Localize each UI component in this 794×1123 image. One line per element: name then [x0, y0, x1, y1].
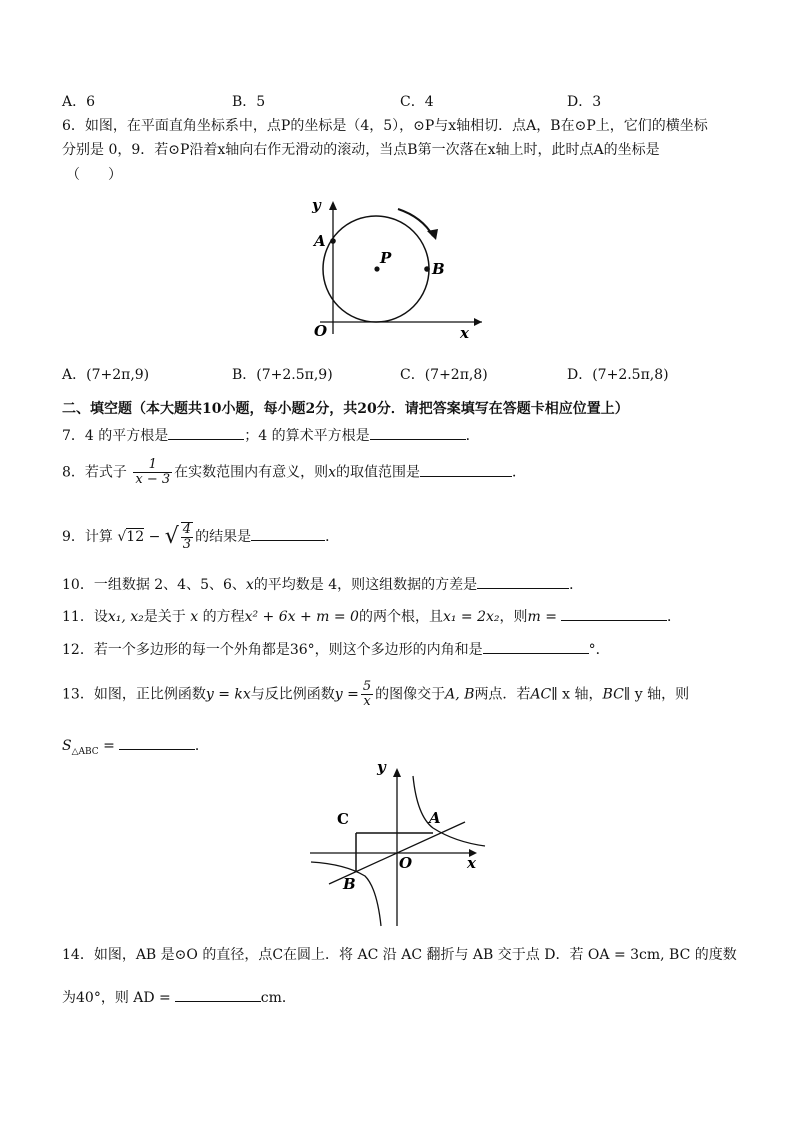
q13-text-e: ∥ x 轴， — [551, 686, 603, 703]
q13-label-c: C — [337, 810, 349, 828]
q6-label-y: y — [312, 196, 321, 214]
q13-area-eq: = — [98, 738, 115, 754]
q12-text-a: 12．若一个多边形的每一个外角都是36°，则这个多边形的内角和是 — [62, 642, 483, 658]
q9-sqrt-frac: √ $\frac{4}{3}$ — [164, 522, 192, 552]
q11-text-c: 的方程 — [202, 609, 245, 625]
q6-option-b: B．(7+2.5π,9) — [232, 367, 333, 383]
q13-end: ． — [194, 738, 209, 754]
q11-equation: x² + 6x + m = 0 — [244, 609, 359, 625]
q6-figure — [300, 193, 490, 343]
q6-label-o: O — [314, 322, 328, 340]
q8-text-d: ． — [512, 464, 527, 481]
q11-text-d: 的两个根，且 — [358, 609, 443, 625]
q10-text-c: ． — [569, 577, 584, 593]
q13-label-a: A — [429, 809, 441, 827]
q13-area-s: S — [62, 738, 72, 754]
q5-option-b: B．5 — [232, 94, 266, 110]
q6-option-a: A．(7+2π,9) — [62, 367, 150, 383]
q6-label-p: P — [380, 249, 392, 267]
q8-numerator: 1 — [133, 458, 172, 473]
q13-text-b: 与反比例函数 — [250, 686, 335, 703]
q6-point-p — [374, 266, 379, 271]
q9-sqrt12: √12 — [117, 529, 145, 545]
q13-label-x: x — [467, 854, 476, 872]
q12 — [62, 639, 610, 660]
q13-area-line — [62, 735, 209, 762]
q8-blank — [420, 462, 512, 477]
q13-denominator: x — [363, 694, 371, 709]
q13-ab: A, B — [445, 686, 475, 703]
q8-denominator: x − 3 — [135, 472, 171, 487]
q7-text-b: ；4 的算术平方根是 — [244, 428, 370, 444]
q6-text-line1: 6．如图，在平面直角坐标系中，点P的坐标是（4，5），⊙P与x轴相切．点A，B在⊙P上，它们的横坐标 — [62, 118, 708, 134]
q7-blank-2 — [370, 425, 466, 440]
q13-f1: y = kx — [205, 686, 251, 703]
q13-text-a: 13．如图，正比例函数 — [62, 686, 206, 703]
q11-text-e: ，则 — [499, 609, 528, 625]
q9-text-a: 9．计算 — [62, 529, 113, 545]
q13-label-b: B — [343, 875, 356, 893]
q9: 9．计算 √12 − √ $\frac{4}{3}$ 的结果是 ． — [62, 522, 340, 552]
q14-text-a: 为40°，则 AD = — [62, 990, 171, 1006]
q8-text-a: 8．若式子 — [62, 464, 127, 481]
q6-text-line2: 分别是 0，9．若⊙P沿着x轴向右作无滑动的滚动，当点B第一次落在x轴上时，此时点A的坐标是 — [62, 142, 660, 158]
q13-fraction — [361, 680, 373, 709]
q13-label-o: O — [399, 854, 413, 872]
section-2-heading: 二、填空题（本大题共10小题，每小题2分，共20分．请把答案填写在答题卡相应位置上） — [62, 401, 629, 417]
q11-text-f: ． — [666, 609, 681, 625]
q9-text-b: 的结果是 — [195, 529, 252, 545]
q11-vars: x₁, x₂ — [107, 609, 144, 625]
q10-text-b: 的平均数是 4，则这组数据的方差是 — [253, 577, 478, 593]
q13-text-f: ∥ y 轴，则 — [623, 686, 690, 703]
q10-text-a: 10．一组数据 2、4、5、6、 — [62, 577, 246, 593]
q9-text-c: ． — [325, 529, 340, 545]
q13-area-sub: △ABC — [71, 746, 99, 757]
q13-numerator: 5 — [362, 679, 372, 694]
q13-f2: y = — [334, 686, 359, 703]
q6-label-a: A — [314, 232, 326, 250]
q7-text-a: 7．4 的平方根是 — [62, 428, 169, 444]
q13-y-arrow — [393, 768, 401, 777]
q11-m: m = — [527, 609, 557, 625]
q6-option-c: C．(7+2π,8) — [400, 367, 488, 383]
q11 — [62, 606, 681, 627]
q6-y-arrow — [329, 201, 337, 210]
q5-option-c: C．4 — [400, 94, 434, 110]
q11-condition: x₁ = 2x₂ — [442, 609, 500, 625]
q5-option-d: D．3 — [567, 94, 602, 110]
q6-x-arrow — [474, 318, 482, 326]
q13-text-d: 两点．若 — [474, 686, 531, 703]
q12-blank — [483, 639, 589, 654]
q6-label-b: B — [432, 260, 445, 278]
q10-var: x — [245, 577, 254, 593]
q11-blank — [561, 606, 667, 621]
q8 — [62, 458, 526, 487]
q7-text-c: ． — [465, 428, 480, 444]
q14-text-line1: 14．如图，AB 是⊙O 的直径，点C在圆上．将 AC 沿 AC 翻折与 AB 交于点 D．若 OA = 3cm, BC 的度数 — [62, 947, 737, 963]
q13 — [62, 680, 689, 709]
q13-text-c: 的图像交于 — [375, 686, 446, 703]
q13-blank — [119, 735, 195, 750]
q11-x: x — [190, 609, 199, 625]
q8-fraction — [133, 458, 172, 487]
q13-figure — [305, 758, 495, 930]
q9-numerator: 4 — [182, 522, 192, 537]
q6-label-x: x — [460, 324, 469, 342]
q13-bc: BC — [602, 686, 624, 703]
q13-label-y: y — [377, 758, 386, 776]
q6-point-a — [330, 238, 336, 244]
q8-text-c: 的取值范围是 — [336, 464, 421, 481]
q6-paren: （ ） — [66, 167, 122, 183]
q10-blank — [477, 574, 569, 589]
q13-hyperbola-branch-1 — [413, 776, 485, 846]
q10 — [62, 574, 583, 595]
q8-text-b: 在实数范围内有意义，则 — [174, 464, 329, 481]
q7-blank-1 — [168, 425, 244, 440]
q6-option-d: D．(7+2.5π,8) — [567, 367, 669, 383]
q6-point-b — [424, 266, 430, 272]
q13-hyperbola-branch-2 — [311, 862, 381, 926]
q6-rotation-arrow — [398, 209, 433, 236]
q9-blank — [251, 526, 325, 541]
q9-denominator: 3 — [182, 537, 192, 552]
q5-option-a: A．6 — [62, 94, 96, 110]
q8-var: x — [328, 464, 337, 481]
q13-ac: AC — [530, 686, 552, 703]
q12-text-b: °． — [588, 642, 610, 658]
q14-text-b: cm． — [260, 990, 296, 1006]
q11-text-a: 11．设 — [62, 609, 108, 625]
q11-text-b: 是关于 — [143, 609, 186, 625]
q14-blank — [175, 987, 261, 1002]
q9-radicand-12: 12 — [126, 529, 145, 545]
q14-line2 — [62, 987, 296, 1008]
q7 — [62, 425, 480, 446]
